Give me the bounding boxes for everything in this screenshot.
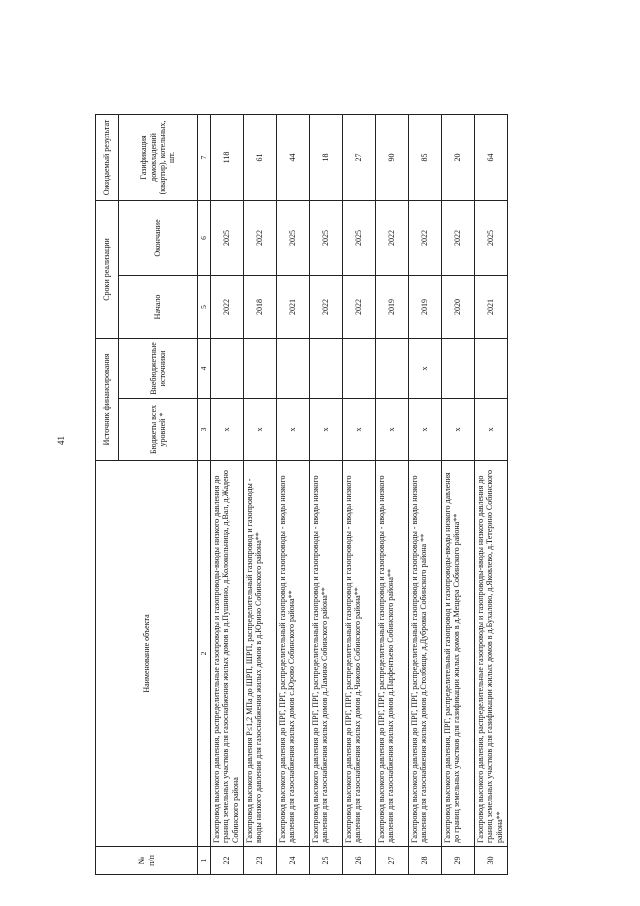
table-row	[409, 114, 442, 874]
table-row	[211, 114, 244, 874]
row-nonbudget: х	[409, 338, 442, 398]
row-name: Газопровод высокого давления до ПРГ, ПРГ, распределительный газопровод и газопроводы - вводы низкого давления для газоснабжения жилых домов д.Парфентьево Собинского района**	[376, 461, 409, 847]
header-timing-group: Сроки реализации	[96, 200, 119, 338]
row-result: 27	[343, 114, 376, 200]
row-start: 2020	[442, 275, 475, 338]
page-number: 41	[56, 436, 66, 445]
row-name: Газопровод высокого давления, ПРГ, распределительный газопровод и газопроводы-вводы низкого давления до границ земельных участков для газификации жилых домов в д.Мещера Собинского района**	[442, 461, 475, 847]
row-start: 2022	[343, 275, 376, 338]
row-nonbudget	[376, 338, 409, 398]
row-result: 20	[442, 114, 475, 200]
row-budget: х	[211, 399, 244, 461]
row-result: 44	[277, 114, 310, 200]
column-number: 4	[198, 338, 211, 398]
row-budget: х	[244, 399, 277, 461]
row-end: 2025	[475, 200, 508, 275]
column-number: 3	[198, 399, 211, 461]
row-num: 26	[343, 847, 376, 875]
row-start: 2022	[310, 275, 343, 338]
row-result: 90	[376, 114, 409, 200]
header-name: Наименование объекта	[96, 461, 198, 847]
program-table	[95, 114, 508, 875]
row-name: Газопровод высокого давления до ПРГ, ПРГ, распределительный газопровод и газопроводы - вводы низкого давления для газоснабжения жилых домов д.Чижово Собинского района**	[343, 461, 376, 847]
row-end: 2025	[310, 200, 343, 275]
header-start: Начало	[119, 275, 198, 338]
row-budget: х	[310, 399, 343, 461]
header-budget: Бюджеты всех уровней *	[119, 399, 198, 461]
table-row	[277, 114, 310, 874]
row-end: 2022	[409, 200, 442, 275]
table-row	[376, 114, 409, 874]
row-nonbudget	[442, 338, 475, 398]
table-row	[244, 114, 277, 874]
row-nonbudget	[475, 338, 508, 398]
row-result: 61	[244, 114, 277, 200]
row-start: 2021	[277, 275, 310, 338]
rotated-table-container	[95, 115, 625, 875]
row-nonbudget	[277, 338, 310, 398]
row-start: 2019	[376, 275, 409, 338]
row-end: 2025	[277, 200, 310, 275]
row-result: 85	[409, 114, 442, 200]
header-result: Газификация домовладений (квартир), котельных, шт.	[119, 114, 198, 200]
row-num: 30	[475, 847, 508, 875]
column-number: 7	[198, 114, 211, 200]
row-start: 2021	[475, 275, 508, 338]
row-budget: х	[409, 399, 442, 461]
row-name: Газопровод высокого давления до ПРГ, ПРГ, распределительный газопровод и газопроводы - вводы низкого давления для газоснабжения жилых домов д.Столбищи, д.Дубровка Собинского района **	[409, 461, 442, 847]
column-number: 1	[198, 847, 211, 875]
row-result: 64	[475, 114, 508, 200]
header-nonbudget: Внебюджетные источники	[119, 338, 198, 398]
row-num: 23	[244, 847, 277, 875]
row-start: 2018	[244, 275, 277, 338]
table-row	[442, 114, 475, 874]
row-num: 27	[376, 847, 409, 875]
row-nonbudget	[244, 338, 277, 398]
row-end: 2022	[442, 200, 475, 275]
row-name: Газопровод высокого давления Р≤1,2 МПа до ШРП, ШРП, распределительный газопровод и газопроводы - вводы низкого давления для газоснабжения жилых домов в д.Юрино Собинского района**	[244, 461, 277, 847]
row-num: 25	[310, 847, 343, 875]
row-nonbudget	[211, 338, 244, 398]
row-budget: х	[277, 399, 310, 461]
row-num: 24	[277, 847, 310, 875]
table-row	[343, 114, 376, 874]
row-budget: х	[475, 399, 508, 461]
column-number: 5	[198, 275, 211, 338]
row-num: 22	[211, 847, 244, 875]
header-result-group: Ожидаемый результат	[96, 114, 119, 200]
row-nonbudget	[343, 338, 376, 398]
row-num: 28	[409, 847, 442, 875]
row-start: 2022	[211, 275, 244, 338]
table-row	[310, 114, 343, 874]
row-name: Газопровод высокого давления, распределительные газопроводы и газопроводы-вводы низкого давления до границ земельных участков для газификации жилых домов в д.Бухалово, д.Яковлево, д.Тетерино Собинского района**	[475, 461, 508, 847]
column-number: 2	[198, 461, 211, 847]
header-end: Окончание	[119, 200, 198, 275]
row-nonbudget	[310, 338, 343, 398]
row-budget: х	[442, 399, 475, 461]
header-num: № п/п	[96, 847, 198, 875]
row-result: 118	[211, 114, 244, 200]
row-name: Газопровод высокого давления, распределительные газопроводы и газопроводы-вводы низкого давления до границ земельных участков для газоснабжения жилых домов в д.Пушнино, д.Колокольница, д.Вал, д.Жадено Собинского района	[211, 461, 244, 847]
table-row	[475, 114, 508, 874]
row-end: 2025	[343, 200, 376, 275]
row-end: 2022	[376, 200, 409, 275]
row-start: 2019	[409, 275, 442, 338]
row-name: Газопровод высокого давления до ПРГ, ПРГ, распределительный газопровод и газопроводы - вводы низкого давления для газоснабжения жилых домов д.Ламино Собинского района**	[310, 461, 343, 847]
row-end: 2022	[244, 200, 277, 275]
row-result: 18	[310, 114, 343, 200]
row-num: 29	[442, 847, 475, 875]
row-budget: х	[343, 399, 376, 461]
header-funding-group: Источник финансирования	[96, 338, 119, 460]
row-end: 2025	[211, 200, 244, 275]
row-budget: х	[376, 399, 409, 461]
row-name: Газопровод высокого давления до ПРГ, ПРГ, распределительный газопровод и газопроводы - вводы низкого давления для газоснабжения жилых домов с.Юрово Собинского района**	[277, 461, 310, 847]
column-number: 6	[198, 200, 211, 275]
